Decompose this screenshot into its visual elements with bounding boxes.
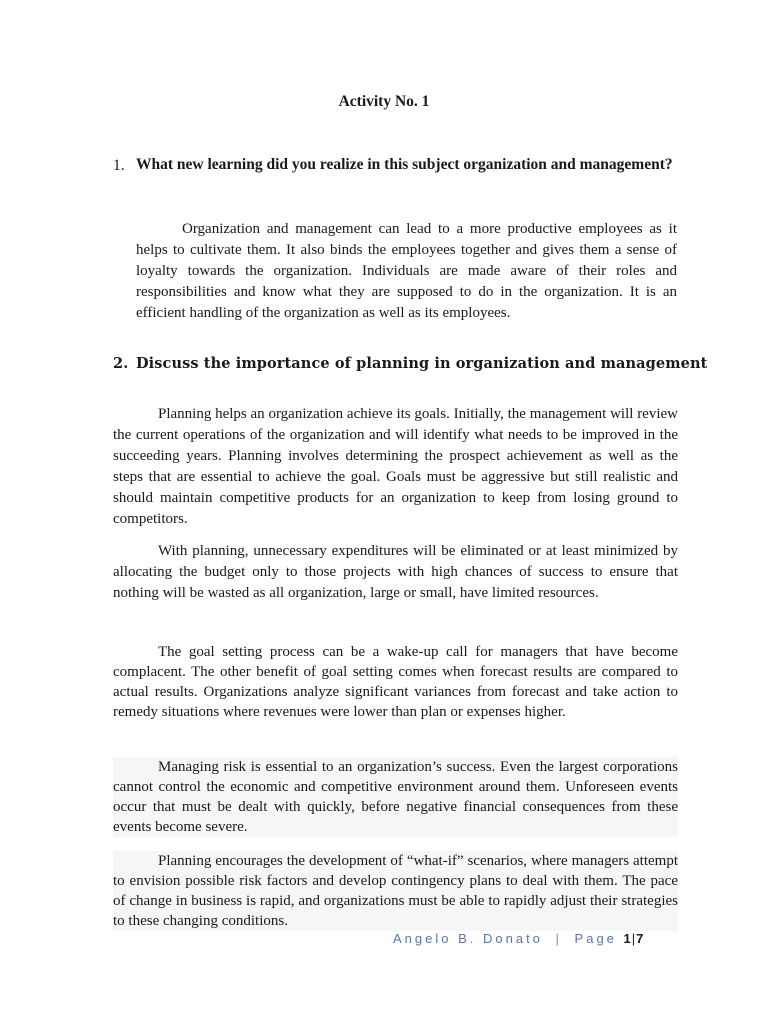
answer-paragraph-2: With planning, unnecessary expenditures will be eliminated or at least minimized by allocating the budget only to those projects with high chances of success to ensure that nothing will be wasted as all organization, large or small, have limited resources. xyxy=(113,543,678,601)
answer-paragraph-1: Planning helps an organization achieve its goals. Initially, the management will review the current operations of the organization and will identify what needs to be improved in the succeeding years. Planning involves determining the prospect achievement as well as the steps that are essential to achieve the goal. Goals must be aggressive but still realistic and should maintain competitive products for an organization to keep from losing ground to competitors. xyxy=(113,406,678,527)
answer-paragraph-5: Planning encourages the development of “what-if” scenarios, where managers attempt to envision possible risk factors and develop contingency plans to deal with them. The pace of change in business is rapid, and organizations must be able to rapidly adjust their strategies to these changing conditions. xyxy=(113,853,678,929)
footer-page-number: 1 xyxy=(623,931,631,946)
footer-author: Angelo B. Donato xyxy=(393,931,543,946)
answer-paragraph-3: The goal setting process can be a wake-up call for managers that have become complacent. The other benefit of goal setting comes when forecast results are compared to actual results. Organizations analyze significant variances from forecast and take action to remedy situations where revenues were lower than plan or expenses higher. xyxy=(113,644,678,720)
footer-page-label: Page xyxy=(574,931,617,946)
footer-total-pages: 7 xyxy=(636,931,644,946)
answer-paragraph-4: Managing risk is essential to an organization’s success. Even the largest corporations cannot control the economic and competitive environment around them. Unforeseen events occur that must be dealt with quickly, before negative financial consequences from these events become severe. xyxy=(113,759,678,835)
page-title: Activity No. 1 xyxy=(338,93,430,110)
question-1-number: 1. xyxy=(113,157,125,174)
page-footer xyxy=(393,931,643,946)
question-2-text: Discuss the importance of planning in organization and management xyxy=(136,355,708,372)
footer-page-divider: | xyxy=(631,931,636,946)
question-2-number: 2. xyxy=(113,355,129,372)
footer-separator: | xyxy=(555,931,562,946)
question-1-text: What new learning did you realize in this subject organization and management? xyxy=(136,156,673,173)
question-1-answer: Organization and management can lead to a more productive employees as it helps to cultivate them. It also binds the employees together and gives them a sense of loyalty towards the organization. Individuals are made aware of their roles and responsibilities and know what they are supposed to do in the organization. It is an efficient handling of the organization as well as its employees. xyxy=(136,221,677,321)
question-2-heading xyxy=(113,355,708,372)
